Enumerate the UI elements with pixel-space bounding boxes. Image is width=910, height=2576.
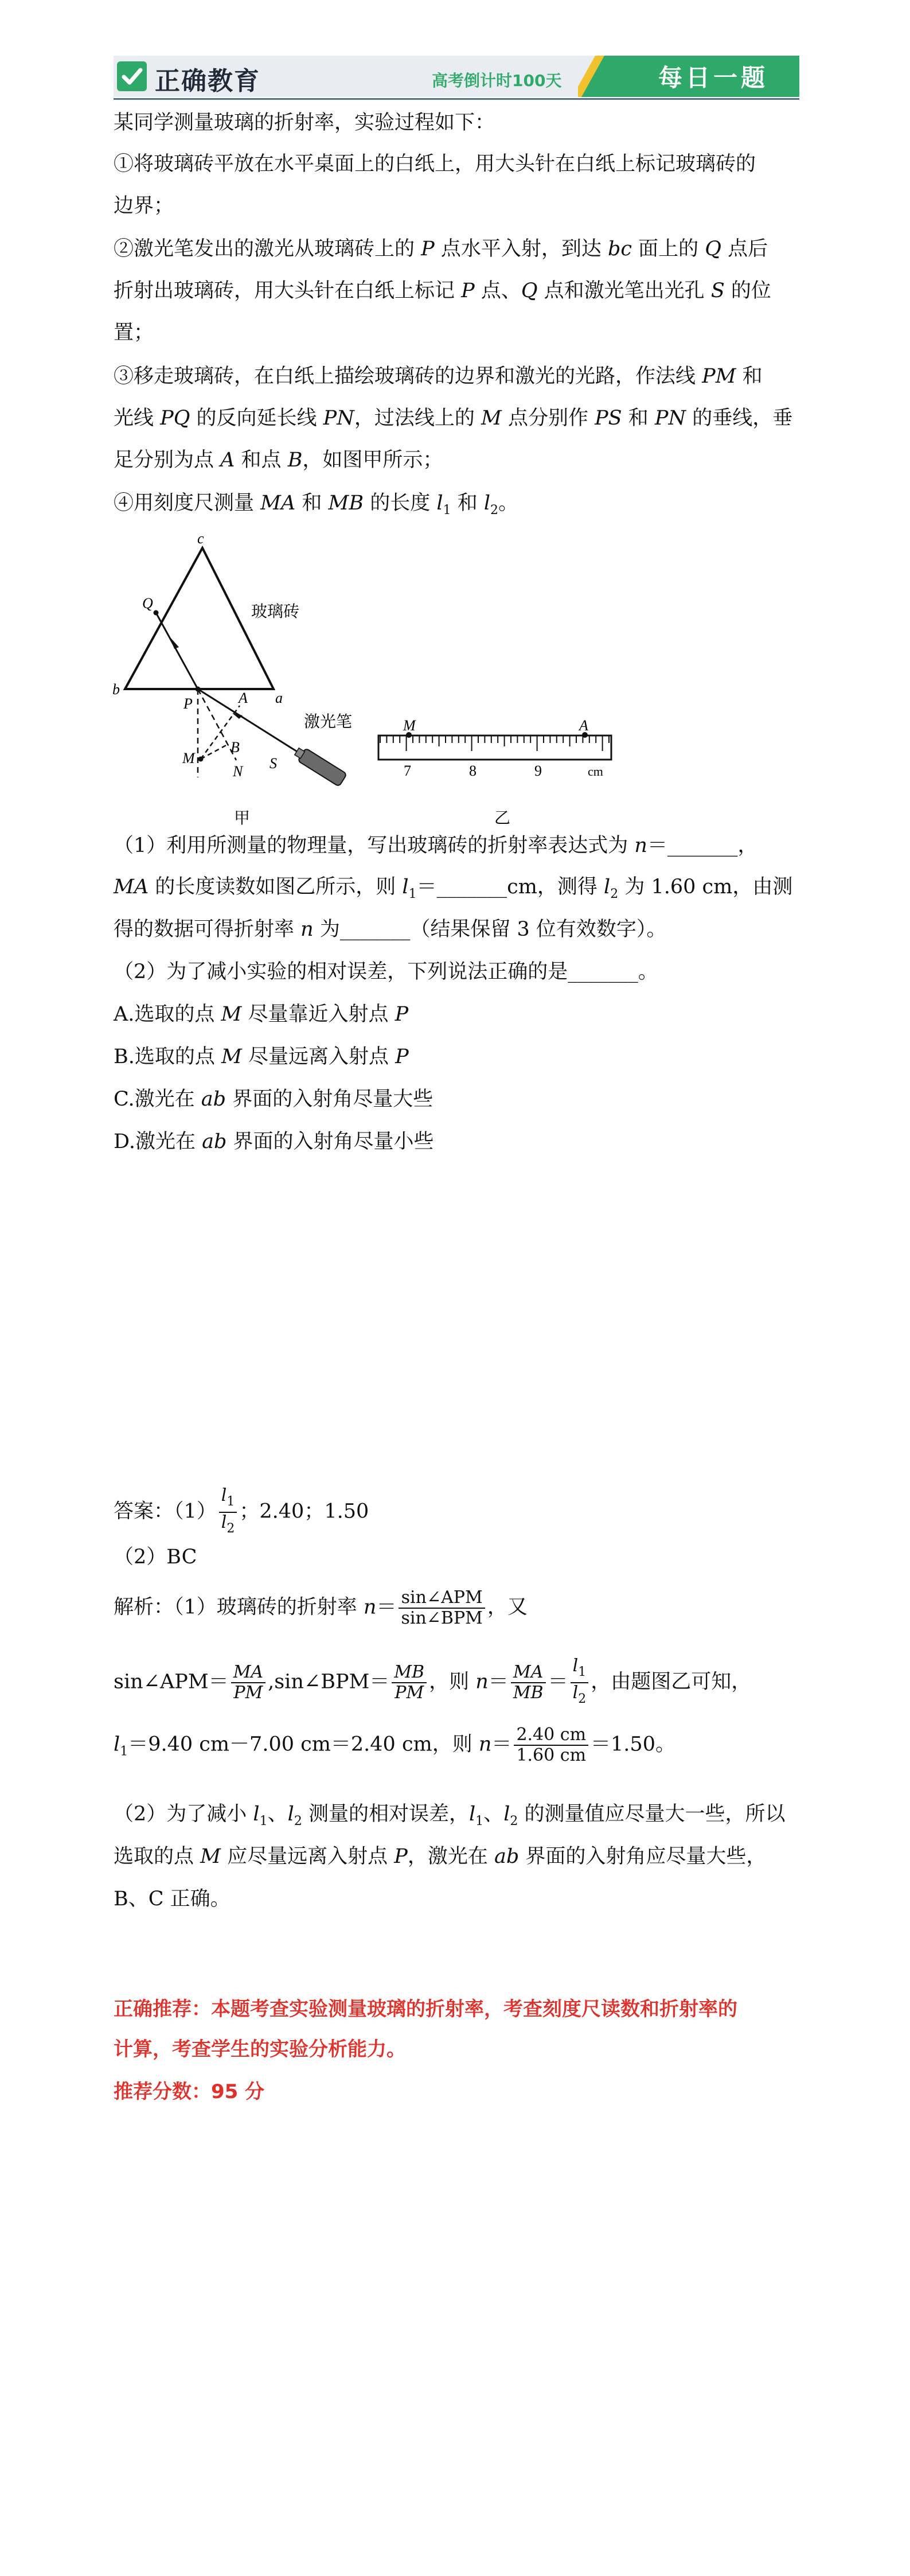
analysis-line-3: $l_1=9.40$ cm－7.00 cm＝2.40 cm，则 n＝ $\frac{2.40 cm}{1.60 cm}$ ＝1.50。 [114,1725,675,1765]
label-m: M [182,750,195,766]
daily-question-label: 每日一题 [658,64,769,92]
step-3-line-2: 光线 PQ 的反向延长线 PN，过法线上的 M 点分别作 PS 和 PN 的垂线，垂 [114,407,793,430]
countdown-label: 高考倒计时100天 [432,71,562,90]
ruler-label-a: A [579,717,588,734]
label-b-foot: B [231,739,240,756]
caption-yi: 乙 [494,809,511,827]
caption-jia: 甲 [234,809,251,827]
label-s: S [270,755,277,772]
recommend-line-1: 正确推荐：本题考查实验测量玻璃的折射率，考查刻度尺读数和折射率的 [114,1998,737,2021]
label-p: P [183,695,193,712]
answer-fraction: $\frac{l_1}{l_2}$ [219,1486,237,1539]
q1-line-2: MA 的长度读数如图乙所示，则 $l_1=\_\_\_\_\_\_\_cm$，测得 $l_2$ 为 1.60 cm，由测 [114,875,793,901]
step-2-line-3: 置； [114,321,154,344]
option-b: B.选取的点 M 尽量远离入射点 P [114,1045,409,1068]
label-c: c [197,531,204,547]
step-3-line-3: 足分别为点 A 和点 B，如图甲所示； [114,449,443,472]
analysis-line-2: sin∠APM＝ $\frac{MA}{PM}$ ,sin∠BPM＝ $\frac{MB}{PM}$ ，则 n＝ $\frac{MA}{MB}$ ＝ $\frac{l_1}{l_2}$ ，由题图乙可知， [114,1656,752,1706]
header-divider [114,98,799,100]
analysis-part2-line-1: （2）为了减小 $l_1$、$l_2$ 测量的相对误差，$l_1$、$l_2$ 的测量值应尽量大一些，所以 [114,1803,786,1828]
answer-part-2: （2）BC [114,1546,197,1569]
ray-sp [198,689,302,754]
ruler-label-m: M [403,717,416,734]
step-1-line-2: 边界； [114,194,174,217]
label-a-vertex: a [275,690,283,706]
laser-pen-shape [293,745,347,787]
label-n: N [233,763,243,780]
check-logo-icon [117,61,147,91]
option-c: C.激光在 ab 界面的入射角尽量大些 [114,1088,433,1111]
ray-pq [156,613,198,689]
experiment-figure [109,531,659,835]
q1-line-1: （1）利用所测量的物理量，写出玻璃砖的折射率表达式为 n＝_______， [114,834,758,857]
answer-line: 答案：（1） $\frac{l_1}{l_2}$ ；2.40；1.50 [114,1486,369,1539]
ruler-tick-8: 8 [469,762,477,779]
perp-mb [201,744,228,759]
option-d: D.激光在 ab 界面的入射角尽量小些 [114,1130,434,1153]
brand-name: 正确教育 [155,67,260,96]
header-banner [114,56,799,97]
label-laser-pen: 激光笔 [304,713,353,730]
step-4-line: ④用刻度尺测量 MA 和 MB 的长度 $l_1$ 和 $l_2$。 [114,492,519,517]
step-2-line-2: 折射出玻璃砖，用大头针在白纸上标记 P 点、Q 点和激光笔出光孔 S 的位 [114,279,771,302]
label-b-vertex: b [112,681,120,698]
ruler-tick-7: 7 [404,762,411,779]
step-2-line-1: ②激光笔发出的激光从玻璃砖上的 P 点水平入射，到达 bc 面上的 Q 点后 [114,238,768,260]
ruler-tick-9: 9 [534,762,542,779]
ruler-figure [378,717,611,779]
label-q: Q [142,595,153,612]
label-glass-brick: 玻璃砖 [251,602,300,620]
analysis-part2-line-2: 选取的点 M 应尽量远离入射点 P，激光在 ab 界面的入射角应尽量大些， [114,1845,767,1868]
analysis-line-1: 解析：（1）玻璃砖的折射率 n＝ $\frac{\text{sin∠APM}}{\text{sin∠BPM}}$ ，又 [114,1587,528,1628]
analysis-part2-line-3: B、C 正确。 [114,1888,231,1910]
step-3-line-1: ③移走玻璃砖，在白纸上描绘玻璃砖的边界和激光的光路，作法线 PM 和 [114,365,763,388]
q1-line-3: 得的数据可得折射率 n 为_______（结果保留 3 位有效数字）。 [114,918,667,941]
recommend-score: 推荐分数：95 分 [114,2080,265,2103]
recommend-line-2: 计算，考查学生的实验分析能力。 [114,2038,406,2061]
q2-line: （2）为了减小实验的相对误差，下列说法正确的是_______。 [114,960,658,983]
label-a: A [239,690,248,706]
ruler-unit: cm [588,764,603,779]
option-a: A.选取的点 M 尽量靠近入射点 P [114,1003,409,1026]
question-intro: 某同学测量玻璃的折射率，实验过程如下： [114,111,495,134]
step-1-line-1: ①将玻璃砖平放在水平桌面上的白纸上，用大头针在白纸上标记玻璃砖的 [114,153,756,176]
ray-arrow [170,637,179,649]
